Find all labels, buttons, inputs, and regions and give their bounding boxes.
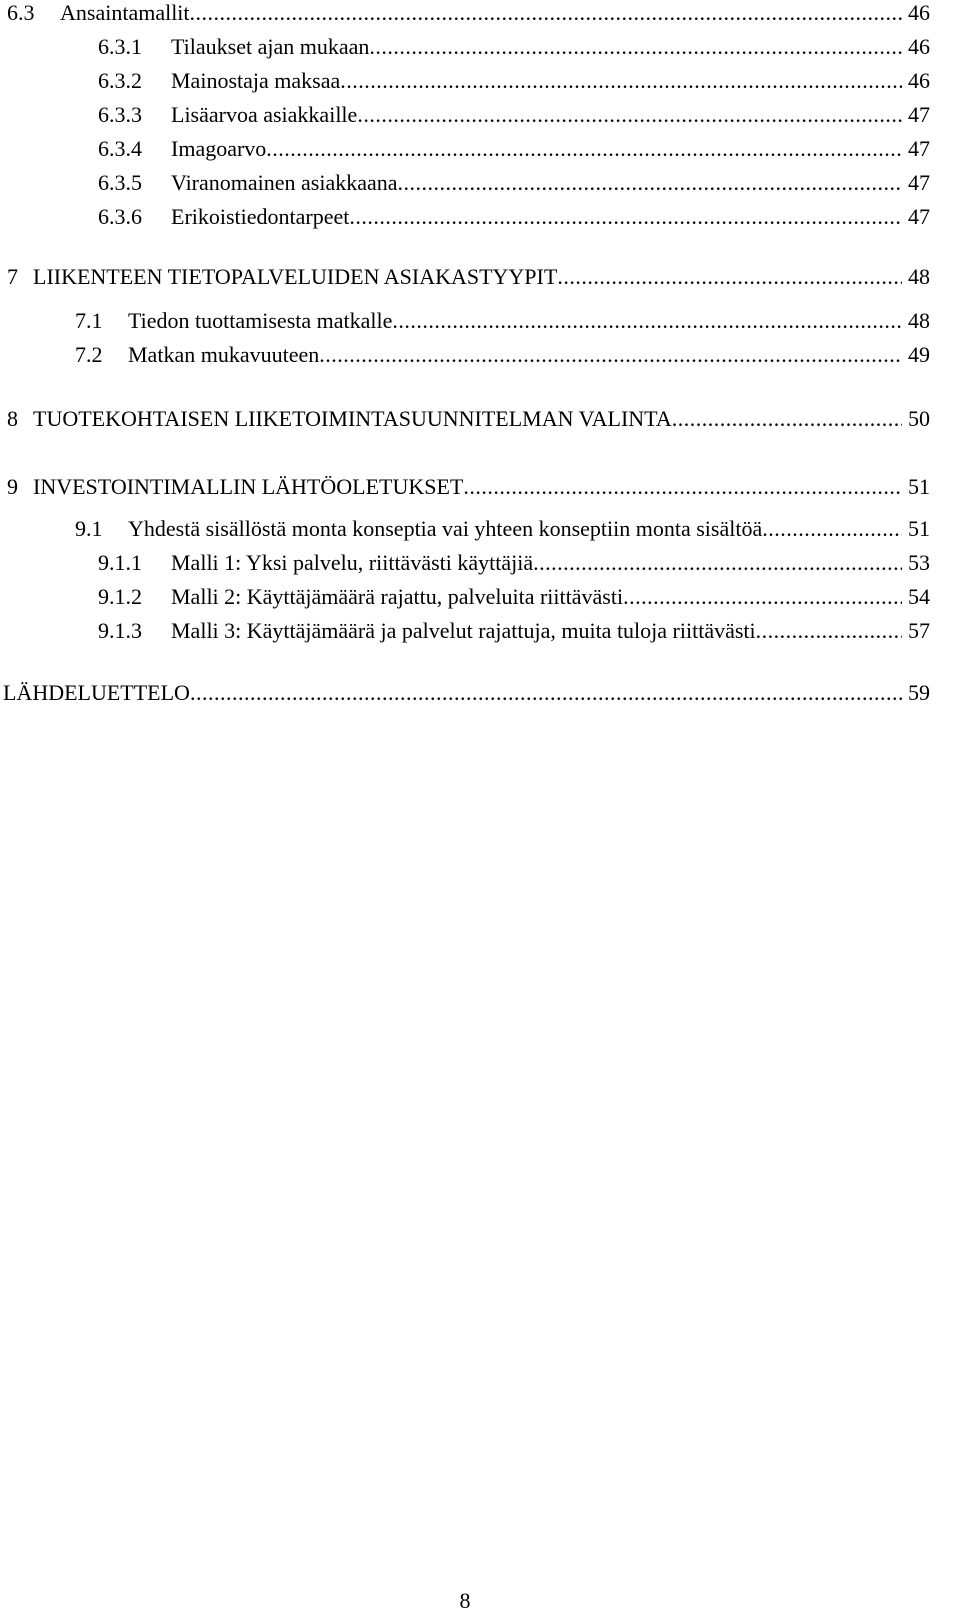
toc-leader-dots: [190, 678, 902, 708]
toc-number: 9.1: [75, 516, 103, 541]
toc-page-number: 48: [908, 264, 930, 289]
toc-title: Tilaukset ajan mukaan: [171, 34, 370, 59]
toc-title: INVESTOINTIMALLIN LÄHTÖOLETUKSET: [33, 474, 464, 499]
toc-leader-dots: [463, 472, 902, 502]
toc-leader-dots: [762, 514, 902, 544]
toc-leader-dots: [672, 404, 902, 434]
toc-leader-dots: [340, 66, 902, 96]
toc-page-number: 47: [908, 136, 930, 161]
toc-entry-7-1[interactable]: [0, 306, 930, 336]
toc-title: Malli 1: Yksi palvelu, riittävästi käyttäjiä: [171, 550, 534, 575]
toc-entry-6-3-6[interactable]: [0, 202, 930, 232]
toc-title: LIIKENTEEN TIETOPALVELUIDEN ASIAKASTYYPIT: [33, 264, 558, 289]
toc-entry-6-3-5[interactable]: [0, 168, 930, 198]
toc-number: 6.3.5: [98, 170, 142, 195]
toc-page-number: 51: [908, 516, 930, 541]
toc-entry-6-3-4[interactable]: [0, 134, 930, 164]
toc-number: 6.3.1: [98, 34, 142, 59]
toc-page-number: 47: [908, 170, 930, 195]
toc-leader-dots: [398, 168, 902, 198]
toc-entry-6-3-1[interactable]: [0, 32, 930, 62]
toc-entry-6-3-3[interactable]: [0, 100, 930, 130]
toc-entry-8[interactable]: [0, 404, 930, 434]
toc-entry-9-1-1[interactable]: [0, 548, 930, 578]
page-number: 8: [459, 1588, 471, 1613]
toc-number: 9.1.1: [98, 550, 142, 575]
toc-page-number: 46: [908, 34, 930, 59]
toc-title: Malli 3: Käyttäjämäärä ja palvelut rajattuja, muita tuloja riittävästi: [171, 618, 756, 643]
toc-number: 7.1: [75, 308, 103, 333]
toc-leader-dots: [623, 582, 902, 612]
toc-entry-7-2[interactable]: [0, 340, 930, 370]
toc-page-number: 54: [908, 584, 930, 609]
toc-entry-9-1-3[interactable]: [0, 616, 930, 646]
toc-entry-9[interactable]: [0, 472, 930, 502]
toc-page-number: 46: [908, 68, 930, 93]
toc-title: Viranomainen asiakkaana: [171, 170, 398, 195]
toc-entry-9-1-2[interactable]: [0, 582, 930, 612]
toc-entry-9-1[interactable]: [0, 514, 930, 544]
toc-title: Lisäarvoa asiakkaille: [171, 102, 358, 127]
toc-leader-dots: [319, 340, 902, 370]
toc-title: Erikoistiedontarpeet: [171, 204, 350, 229]
toc-number: 7.2: [75, 342, 103, 367]
toc-number: 6.3.2: [98, 68, 142, 93]
toc-title: Matkan mukavuuteen: [128, 342, 320, 367]
toc-number: 7: [7, 264, 18, 289]
toc-title: Ansaintamallit: [60, 0, 190, 25]
toc-title: Malli 2: Käyttäjämäärä rajattu, palveluita riittävästi: [171, 584, 624, 609]
toc-title: LÄHDELUETTELO: [3, 680, 190, 705]
toc-leader-dots: [756, 616, 902, 646]
toc-page-number: 51: [908, 474, 930, 499]
toc-page-number: 57: [908, 618, 930, 643]
toc-page-number: 53: [908, 550, 930, 575]
toc-leader-dots: [392, 306, 902, 336]
toc-page-number: 47: [908, 204, 930, 229]
toc-number: 6.3.4: [98, 136, 142, 161]
toc-number: 6.3: [7, 0, 35, 25]
toc-title: Imagoarvo: [171, 136, 267, 161]
toc-page-number: 50: [908, 406, 930, 431]
toc-entry-6-3[interactable]: [0, 0, 930, 28]
toc-title: Mainostaja maksaa: [171, 68, 341, 93]
toc-title: Yhdestä sisällöstä monta konseptia vai yhteen konseptiin monta sisältöä: [128, 516, 763, 541]
toc-leader-dots: [190, 0, 902, 28]
toc-leader-dots: [266, 134, 902, 164]
toc-number: 9: [7, 474, 18, 499]
toc-page-number: 46: [908, 0, 930, 25]
toc-number: 6.3.6: [98, 204, 142, 229]
toc-number: 8: [7, 406, 18, 431]
toc-title: TUOTEKOHTAISEN LIIKETOIMINTASUUNNITELMAN VALINTA: [33, 406, 672, 431]
toc-leader-dots: [533, 548, 902, 578]
toc-title: Tiedon tuottamisesta matkalle: [128, 308, 393, 333]
toc-entry-6-3-2[interactable]: [0, 66, 930, 96]
toc-number: 9.1.2: [98, 584, 142, 609]
toc-page-number: 59: [908, 680, 930, 705]
toc-leader-dots: [557, 262, 902, 292]
toc-leader-dots: [349, 202, 902, 232]
toc-page-number: 48: [908, 308, 930, 333]
toc-number: 9.1.3: [98, 618, 142, 643]
toc-leader-dots: [369, 32, 902, 62]
toc-number: 6.3.3: [98, 102, 142, 127]
toc-page-number: 49: [908, 342, 930, 367]
toc-entry-7[interactable]: [0, 262, 930, 292]
toc-leader-dots: [357, 100, 902, 130]
toc-page-number: 47: [908, 102, 930, 127]
toc-entry-lahdeluettelo[interactable]: [0, 678, 930, 708]
